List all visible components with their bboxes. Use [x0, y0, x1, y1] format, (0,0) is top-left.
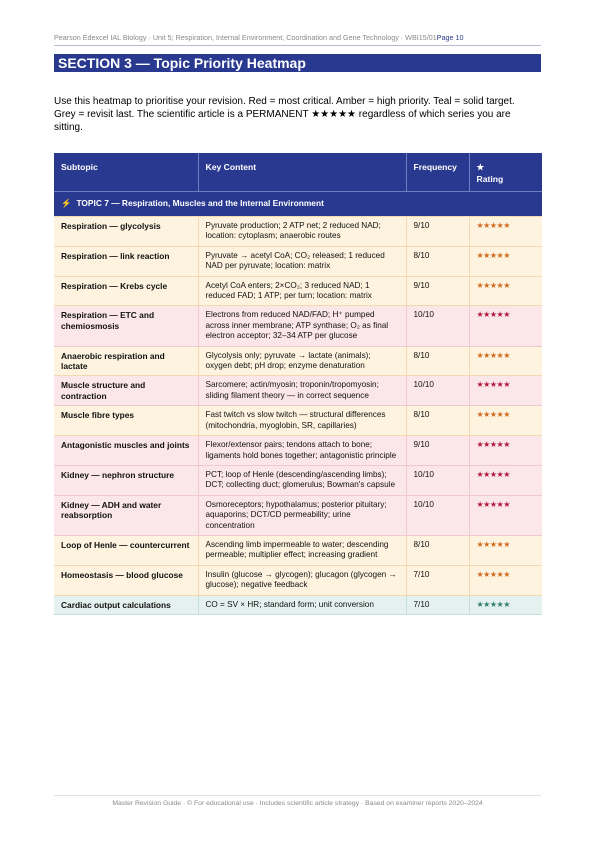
table-row — [54, 465, 542, 495]
content-cell: CO = SV × HR; standard form; unit conversion — [198, 595, 406, 614]
subtopic-cell: Respiration — link reaction — [54, 246, 198, 276]
subtopic-cell: Loop of Henle — countercurrent — [54, 535, 198, 565]
page-number: Page 10 — [436, 33, 464, 42]
rating-cell — [469, 276, 542, 306]
star-rating-icon: ★★★★★ — [476, 410, 510, 420]
rating-cell — [469, 565, 542, 595]
star-rating-icon: ★★★★★ — [476, 599, 510, 609]
frequency-cell: 7/10 — [406, 565, 469, 595]
frequency-cell: 8/10 — [406, 535, 469, 565]
subtopic-cell: Respiration — Krebs cycle — [54, 276, 198, 306]
subtopic-cell: Muscle fibre types — [54, 406, 198, 436]
table-row — [54, 436, 542, 466]
star-rating-icon: ★★★★★ — [476, 469, 510, 479]
frequency-cell: 10/10 — [406, 376, 469, 406]
star-rating-icon: ★★★★★ — [476, 221, 510, 230]
star-rating-icon: ★★★★★ — [476, 380, 510, 390]
subtopic-cell: Kidney — ADH and water reabsorption — [54, 495, 198, 535]
topic-label: TOPIC 7 — Respiration, Muscles and the Internal Environment — [76, 198, 324, 208]
content-cell: PCT; loop of Henle (descending/ascending limbs); DCT; collecting duct; glomerulus; Bowman's capsule — [198, 465, 406, 495]
section-title: SECTION 3 — Topic Priority Heatmap — [54, 54, 541, 72]
table-row — [54, 376, 542, 406]
rating-cell — [469, 217, 542, 247]
star-rating-icon: ★★★★★ — [476, 280, 510, 290]
intro-paragraph: Use this heatmap to prioritise your revision. Red = most critical. Amber = high priority. Teal = solid target. Grey = revisit last. The scientific article is a PERMANENT ★★★★★ regardless of which series you are sitting. — [54, 96, 515, 133]
content-cell: Glycolysis only; pyruvate → lactate (animals); oxygen debt; pH drop; enzyme denaturation — [198, 346, 406, 376]
frequency-cell: 10/10 — [406, 495, 469, 535]
topic-cell — [54, 192, 542, 217]
content-cell: Pyruvate production; 2 ATP net; 2 reduced NAD; location: cytoplasm; anaerobic routes — [198, 217, 406, 247]
table-row — [54, 495, 542, 535]
content-cell: Ascending limb impermeable to water; descending permeable; multiplier effect; increasing gradient — [198, 535, 406, 565]
rating-cell — [469, 346, 542, 376]
page-footer: Master Revision Guide · © For educational use · Includes scientific article strategy · Based on examiner reports 2020–2024 — [54, 795, 541, 812]
table-row — [54, 276, 542, 306]
frequency-cell: 9/10 — [406, 276, 469, 306]
rating-cell — [469, 495, 542, 535]
star-rating-icon: ★★★★★ — [476, 440, 510, 450]
subtopic-cell: Cardiac output calculations — [54, 595, 198, 614]
frequency-cell: 7/10 — [406, 595, 469, 614]
frequency-cell: 9/10 — [406, 217, 469, 247]
table-row — [54, 406, 542, 436]
table-row — [54, 535, 542, 565]
col-header-subtopic: Subtopic — [54, 153, 198, 192]
table-row — [54, 595, 542, 614]
content-cell: Fast twitch vs slow twitch — structural differences (mitochondria, myoglobin, SR, capillaries) — [198, 406, 406, 436]
table-row — [54, 246, 542, 276]
rating-cell — [469, 246, 542, 276]
subtopic-cell: Respiration — ETC and chemiosmosis — [54, 306, 198, 346]
star-rating-icon: ★★★★★ — [476, 499, 510, 509]
content-cell: Pyruvate → acetyl CoA; CO₂ released; 1 reduced NAD per pyruvate; location: matrix — [198, 246, 406, 276]
frequency-cell: 10/10 — [406, 306, 469, 346]
frequency-cell: 8/10 — [406, 346, 469, 376]
content-cell: Electrons from reduced NAD/FAD; H⁺ pumped across inner membrane; ATP synthase; O₂ as final electron acceptor; 32–34 ATP per glucose — [198, 306, 406, 346]
rating-cell — [469, 595, 542, 614]
rating-cell — [469, 376, 542, 406]
heatmap-table — [54, 153, 542, 615]
subtopic-cell: Kidney — nephron structure — [54, 465, 198, 495]
star-rating-icon: ★★★★★ — [476, 350, 510, 360]
rating-cell — [469, 535, 542, 565]
table-row — [54, 306, 542, 346]
content-cell: Acetyl CoA enters; 2×CO₂; 3 reduced NAD; 1 reduced FAD; 1 ATP; per turn; location: matrix — [198, 276, 406, 306]
table-row — [54, 217, 542, 247]
rating-cell — [469, 465, 542, 495]
col-header-key-content: Key Content — [198, 153, 406, 192]
subtopic-cell: Antagonistic muscles and joints — [54, 436, 198, 466]
content-cell: Osmoreceptors; hypothalamus; posterior pituitary; aquaporins; DCT/CD permeability; urine concentration — [198, 495, 406, 535]
rating-cell — [469, 306, 542, 346]
frequency-cell: 8/10 — [406, 246, 469, 276]
rating-cell — [469, 406, 542, 436]
star-rating-icon: ★★★★★ — [476, 250, 510, 260]
running-header — [54, 33, 541, 46]
rating-cell — [469, 436, 542, 466]
header-text: Pearson Edexcel IAL Biology · Unit 5; Respiration, Internal Environment, Coordination and Gene Technology · WBI15/01 — [54, 33, 437, 42]
star-rating-icon: ★★★★★ — [476, 569, 510, 579]
col-header-frequency: Frequency — [406, 153, 469, 192]
star-rating-icon: ★★★★★ — [476, 539, 510, 549]
subtopic-cell: Respiration — glycolysis — [54, 217, 198, 247]
frequency-cell: 9/10 — [406, 436, 469, 466]
subtopic-cell: Muscle structure and contraction — [54, 376, 198, 406]
frequency-cell: 8/10 — [406, 406, 469, 436]
content-cell: Flexor/extensor pairs; tendons attach to bone; ligaments hold bones together; antagonistic principle — [198, 436, 406, 466]
content-cell: Sarcomere; actin/myosin; troponin/tropomyosin; sliding filament theory — in correct sequence — [198, 376, 406, 406]
table-row — [54, 346, 542, 376]
table-header-row — [54, 153, 542, 192]
subtopic-cell: Homeostasis — blood glucose — [54, 565, 198, 595]
lightning-icon: ⚡ — [61, 198, 72, 208]
table-row — [54, 565, 542, 595]
content-cell: Insulin (glucose → glycogen); glucagon (glycogen → glucose); negative feedback — [198, 565, 406, 595]
subtopic-cell: Anaerobic respiration and lactate — [54, 346, 198, 376]
topic-row — [54, 192, 542, 217]
frequency-cell: 10/10 — [406, 465, 469, 495]
star-rating-icon: ★★★★★ — [476, 310, 510, 320]
col-header-rating: ★ Rating — [469, 153, 542, 192]
